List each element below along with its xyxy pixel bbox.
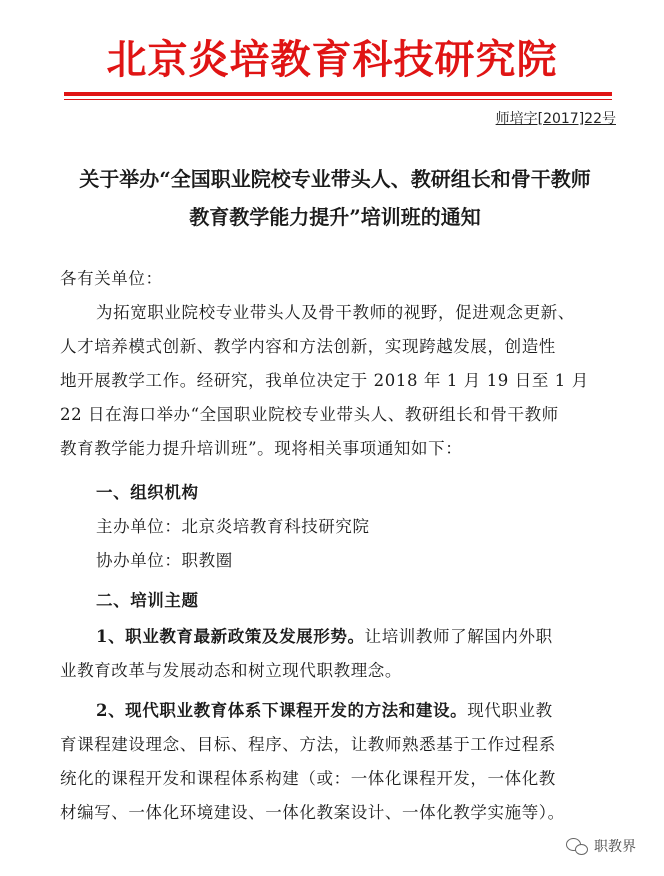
wechat-icon: [566, 837, 588, 855]
section2-item1-line1: [96, 620, 553, 654]
section1-host: 主办单位：北京炎培教育科技研究院: [96, 517, 370, 536]
section1-heading: 一、组织机构: [96, 483, 199, 502]
section2-item2-line1: [96, 694, 553, 728]
title-line-2: 教育教学能力提升”培训班的通知: [189, 205, 481, 229]
section2-heading: 二、培训主题: [96, 591, 199, 610]
watermark-text: 职教界: [594, 839, 636, 855]
intro-line-1: 为拓宽职业院校专业带头人及骨干教师的视野，促进观念更新、: [96, 303, 575, 322]
section2-item1-text: 让培训教师了解国内外职: [364, 627, 553, 646]
intro-line-2: 人才培养模式创新、教学内容和方法创新，实现跨越发展，创造性: [60, 337, 556, 356]
section2-item1-title: 1、职业教育最新政策及发展形势。: [96, 627, 365, 646]
letterhead-org-name: 北京炎培教育科技研究院: [106, 36, 558, 83]
section2-item2-line3: 统化的课程开发和课程体系构建（或：一体化课程开发，一体化教: [60, 769, 556, 788]
section1-co-host: 协办单位：职教圈: [96, 551, 233, 570]
salutation: 各有关单位：: [60, 269, 163, 288]
letterhead-rule-thick: [64, 92, 612, 96]
document-number: 师培字[2017]22号: [495, 111, 616, 127]
intro-line-5: 教育教学能力提升培训班”。现将相关事项通知如下：: [60, 439, 463, 458]
section2-item2-line4: 材编写、一体化环境建设、一体化教案设计、一体化教学实施等）。: [60, 803, 565, 822]
intro-line-3: 地开展教学工作。经研究，我单位决定于 2018 年 1 月 19 日至 1 月: [60, 371, 589, 390]
section2-item2-text: 现代职业教: [467, 701, 553, 720]
watermark: [566, 836, 636, 856]
letterhead-rule-thin: [64, 99, 612, 100]
section2-item2-title: 2、现代职业教育体系下课程开发的方法和建设。: [96, 701, 468, 720]
section2-item2-line2: 育课程建设理念、目标、程序、方法，让教师熟悉基于工作过程系: [60, 735, 556, 754]
intro-line-4: 22 日在海口举办“全国职业院校专业带头人、教研组长和骨干教师: [60, 405, 559, 424]
section2-item1-line2: 业教育改革与发展动态和树立现代职教理念。: [60, 661, 402, 680]
title-line-1: 关于举办“全国职业院校专业带头人、教研组长和骨干教师: [79, 167, 591, 191]
